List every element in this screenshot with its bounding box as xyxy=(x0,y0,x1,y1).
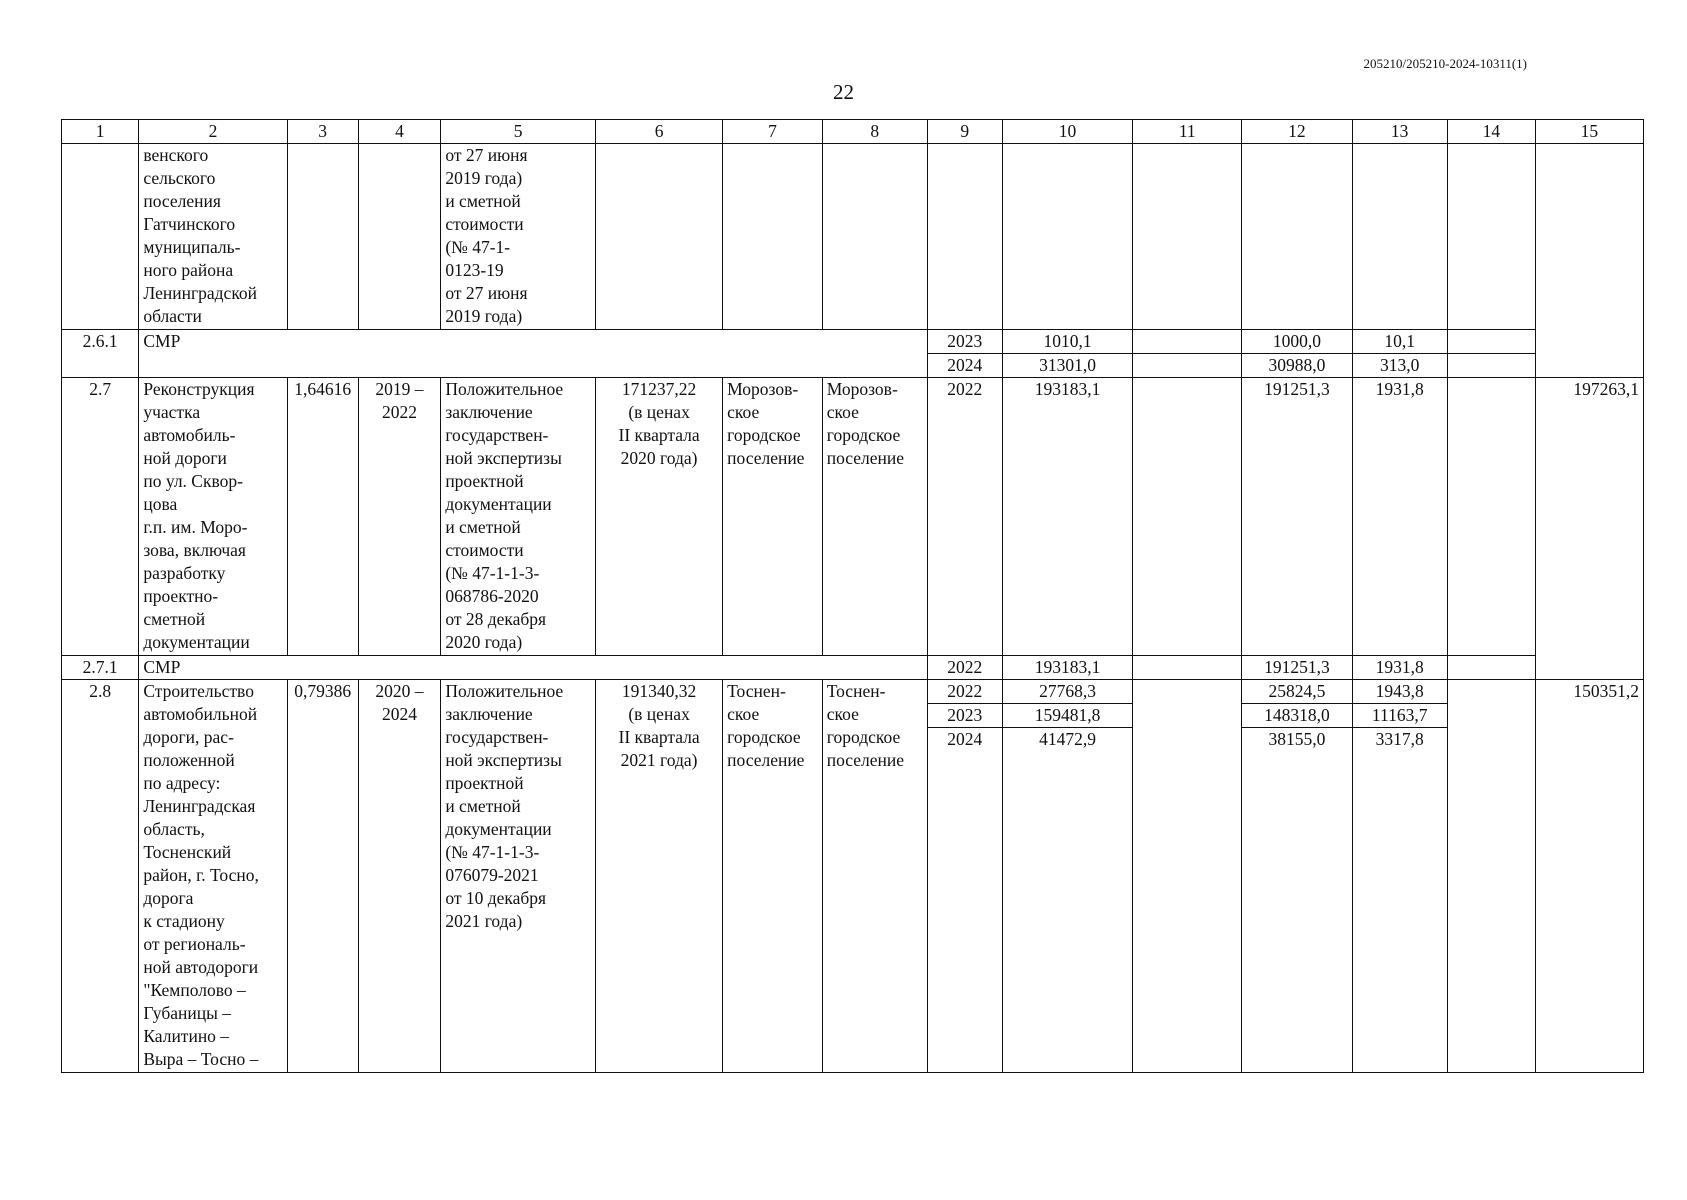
value-cell: 148318,0 xyxy=(1242,703,1352,727)
object-name-cell: Реконструкция участка автомобиль- ной дороги по ул. Сквор- цова г.п. им. Моро- зова, включая разработку проектно- сметной документации xyxy=(139,377,287,655)
object-name-cell: Строительство автомобильной дороги, рас- положенной по адресу: Ленинградская область, Тосненский район, г. Тосно, дорога к стадиону от региональ- ной автодороги "Кемполово – Губаницы – Калитино – Выра – Тосно – xyxy=(139,679,287,1072)
value-cell: 31301,0 xyxy=(1002,353,1132,377)
data-table xyxy=(61,119,1644,1073)
table-row xyxy=(62,329,1644,353)
period-cell: 2019 – 2022 xyxy=(358,377,441,655)
header-cell: 9 xyxy=(927,120,1002,144)
year-cell: 2023 xyxy=(927,703,1002,727)
row-label: СМР xyxy=(139,655,927,679)
year-cell: 2022 xyxy=(927,377,1002,655)
period-cell: 2020 – 2024 xyxy=(358,679,441,1072)
header-cell: 14 xyxy=(1447,120,1535,144)
value-cell: 313,0 xyxy=(1352,353,1447,377)
header-cell: 11 xyxy=(1133,120,1242,144)
owner-cell: Тоснен- ское городское поселение xyxy=(822,679,927,1072)
value-cell: 193183,1 xyxy=(1002,377,1132,655)
year-cell: 2024 xyxy=(927,353,1002,377)
value-cell: 25824,5 xyxy=(1242,679,1352,703)
value-cell: 11163,7 xyxy=(1352,703,1447,727)
value-cell: 41472,9 xyxy=(1002,727,1132,1072)
header-cell: 12 xyxy=(1242,120,1352,144)
object-name-cell: венского сельского поселения Гатчинского муниципаль- ного района Ленинградской области xyxy=(139,144,287,330)
value-cell: 10,1 xyxy=(1352,329,1447,353)
value-cell: 1931,8 xyxy=(1352,377,1447,655)
value-cell: 150351,2 xyxy=(1535,679,1643,1072)
value-cell: 1000,0 xyxy=(1242,329,1352,353)
page-number: 22 xyxy=(833,80,854,104)
header-cell: 8 xyxy=(822,120,927,144)
value-cell: 27768,3 xyxy=(1002,679,1132,703)
year-cell: 2024 xyxy=(927,727,1002,1072)
header-cell: 5 xyxy=(441,120,596,144)
cost-cell: 171237,22 (в ценах II квартала 2020 года) xyxy=(596,377,723,655)
header-cell: 15 xyxy=(1535,120,1643,144)
year-cell: 2022 xyxy=(927,655,1002,679)
value-cell: 197263,1 xyxy=(1535,377,1643,679)
value-cell: 191251,3 xyxy=(1242,377,1352,655)
row-label: СМР xyxy=(139,329,927,377)
expertise-cell: Положительное заключение государствен- ной экспертизы проектной документации и сметной стоимости (№ 47-1-1-3- 068786-2020 от 28 декабря 2020 года) xyxy=(441,377,596,655)
customer-cell: Морозов- ское городское поселение xyxy=(723,377,823,655)
table-row xyxy=(62,377,1644,655)
capacity-cell: 1,64616 xyxy=(287,377,358,655)
table-row xyxy=(62,144,1644,330)
row-number: 2.7.1 xyxy=(62,655,139,679)
value-cell: 1010,1 xyxy=(1002,329,1132,353)
document-number: 205210/205210-2024-10311(1) xyxy=(1363,56,1527,71)
expertise-cell: от 27 июня 2019 года) и сметной стоимости (№ 47-1- 0123-19 от 27 июня 2019 года) xyxy=(441,144,596,330)
table-row xyxy=(62,655,1644,679)
year-cell: 2022 xyxy=(927,679,1002,703)
header-cell: 7 xyxy=(723,120,823,144)
header-cell: 4 xyxy=(358,120,441,144)
value-cell: 191251,3 xyxy=(1242,655,1352,679)
year-cell: 2023 xyxy=(927,329,1002,353)
header-cell: 1 xyxy=(62,120,139,144)
header-cell: 6 xyxy=(596,120,723,144)
value-cell: 3317,8 xyxy=(1352,727,1447,1072)
value-cell: 1931,8 xyxy=(1352,655,1447,679)
header-cell: 3 xyxy=(287,120,358,144)
row-number: 2.7 xyxy=(62,377,139,655)
customer-cell: Тоснен- ское городское поселение xyxy=(723,679,823,1072)
value-cell: 1943,8 xyxy=(1352,679,1447,703)
cost-cell: 191340,32 (в ценах II квартала 2021 года) xyxy=(596,679,723,1072)
value-cell: 193183,1 xyxy=(1002,655,1132,679)
value-cell: 30988,0 xyxy=(1242,353,1352,377)
table-row xyxy=(62,679,1644,703)
owner-cell: Морозов- ское городское поселение xyxy=(822,377,927,655)
capacity-cell: 0,79386 xyxy=(287,679,358,1072)
row-number: 2.6.1 xyxy=(62,329,139,377)
row-number: 2.8 xyxy=(62,679,139,1072)
expertise-cell: Положительное заключение государствен- ной экспертизы проектной и сметной документации (№ 47-1-1-3- 076079-2021 от 10 декабря 2021 года) xyxy=(441,679,596,1072)
header-cell: 10 xyxy=(1002,120,1132,144)
value-cell: 38155,0 xyxy=(1242,727,1352,1072)
value-cell: 159481,8 xyxy=(1002,703,1132,727)
header-cell: 13 xyxy=(1352,120,1447,144)
header-cell: 2 xyxy=(139,120,287,144)
header-row xyxy=(62,120,1644,144)
